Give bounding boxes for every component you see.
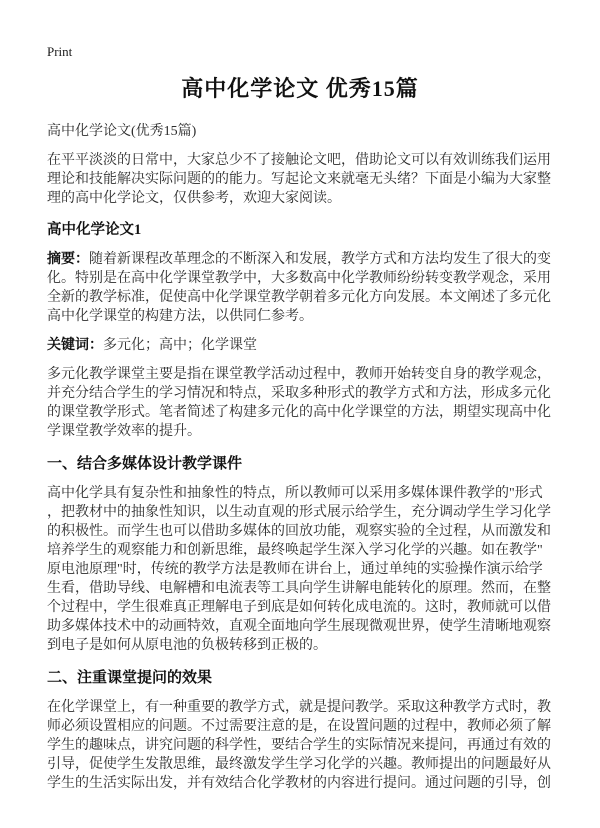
subsection-1-heading: 一、结合多媒体设计教学课件: [47, 456, 243, 472]
intro-paragraph: 在平平淡淡的日常中，大家总少不了接触论文吧，借助论文可以有效训练我们运用理论和技能解决实际问题的的能力。写起论文来就毫无头绪？下面是小编为大家整理的高中化学论文，仅供参考，欢迎大家阅读。: [47, 153, 551, 206]
page-title: 高中化学论文 优秀15篇: [181, 76, 419, 101]
abstract-text: 随着新课程改革理念的不断深入和发展，教学方式和方法均发生了很大的变化。特别是在高中化学课堂教学中，大多数高中化学教师纷纷转变教学观念，采用全新的教学标准，促使高中化学课堂教学朝着多元化方向发展。本文阐述了多元化高中化学课堂的构建方法，以供同仁参考。: [47, 252, 551, 324]
subsection-1-body: 高中化学具有复杂性和抽象性的特点，所以教师可以采用多媒体课件教学的"形式，把教材中的抽象性知识，以生动直观的形式展示给学生，充分调动学生学习化学的积极性。而学生也可以借助多媒体的回放功能，观察实验的全过程，从而激发和培养学生的观察能力和创新思维，最终唤起学生深入学习化学的兴趣。如在教学"原电池原理"时，传统的教学方法是教师在讲台上，通过单纯的实验操作演示给学生看，借助导线、电解槽和电流表等工具向学生讲解电能转化的原理。然而，在整个过程中，学生很难真正理解电子到底是如何转化成电流的。这时，教师就可以借助多媒体技术中的动画特效，直观全面地向学生展现微观世界，使学生清晰地观察到电子是如何从原电池的负极转移到正极的。: [47, 486, 551, 653]
keywords-label: 关键词：: [47, 338, 103, 353]
doc-subtitle: 高中化学论文(优秀15篇): [47, 124, 197, 139]
print-link[interactable]: Print: [47, 44, 73, 59]
essay-1-heading: 高中化学论文1: [47, 222, 142, 238]
keywords-paragraph: [47, 336, 553, 355]
overview-paragraph: 多元化教学课堂主要是指在课堂教学活动过程中，教师开始转变自身的教学观念，并充分结合学生的学习情况和特点，采取多种形式的教学方式和方法，形成多元化的课堂教学形式。笔者简述了构建多元化的高中化学课堂的方法，期望实现高中化学课堂教学效率的提升。: [47, 367, 551, 439]
subsection-2-heading: 二、注重课堂提问的效果: [47, 670, 213, 686]
abstract-paragraph: [47, 250, 553, 326]
keywords-text: 多元化；高中；化学课堂: [103, 338, 257, 353]
subsection-2-body: 在化学课堂上，有一种重要的教学方式，就是提问教学。采取这种教学方式时，教师必须设置相应的问题。不过需要注意的是，在设置问题的过程中，教师必须了解学生的趣味点，讲究问题的科学性，要结合学生的实际情况来提问，再通过有效的引导，促使学生发散思维，最终激发学生学习化学的兴趣。教师提出的问题最好从学生的生活实际出发，并有效结合化学教材的内容进行提问。通过问题的引导，创: [47, 700, 551, 791]
abstract-label: 摘要：: [47, 252, 89, 267]
